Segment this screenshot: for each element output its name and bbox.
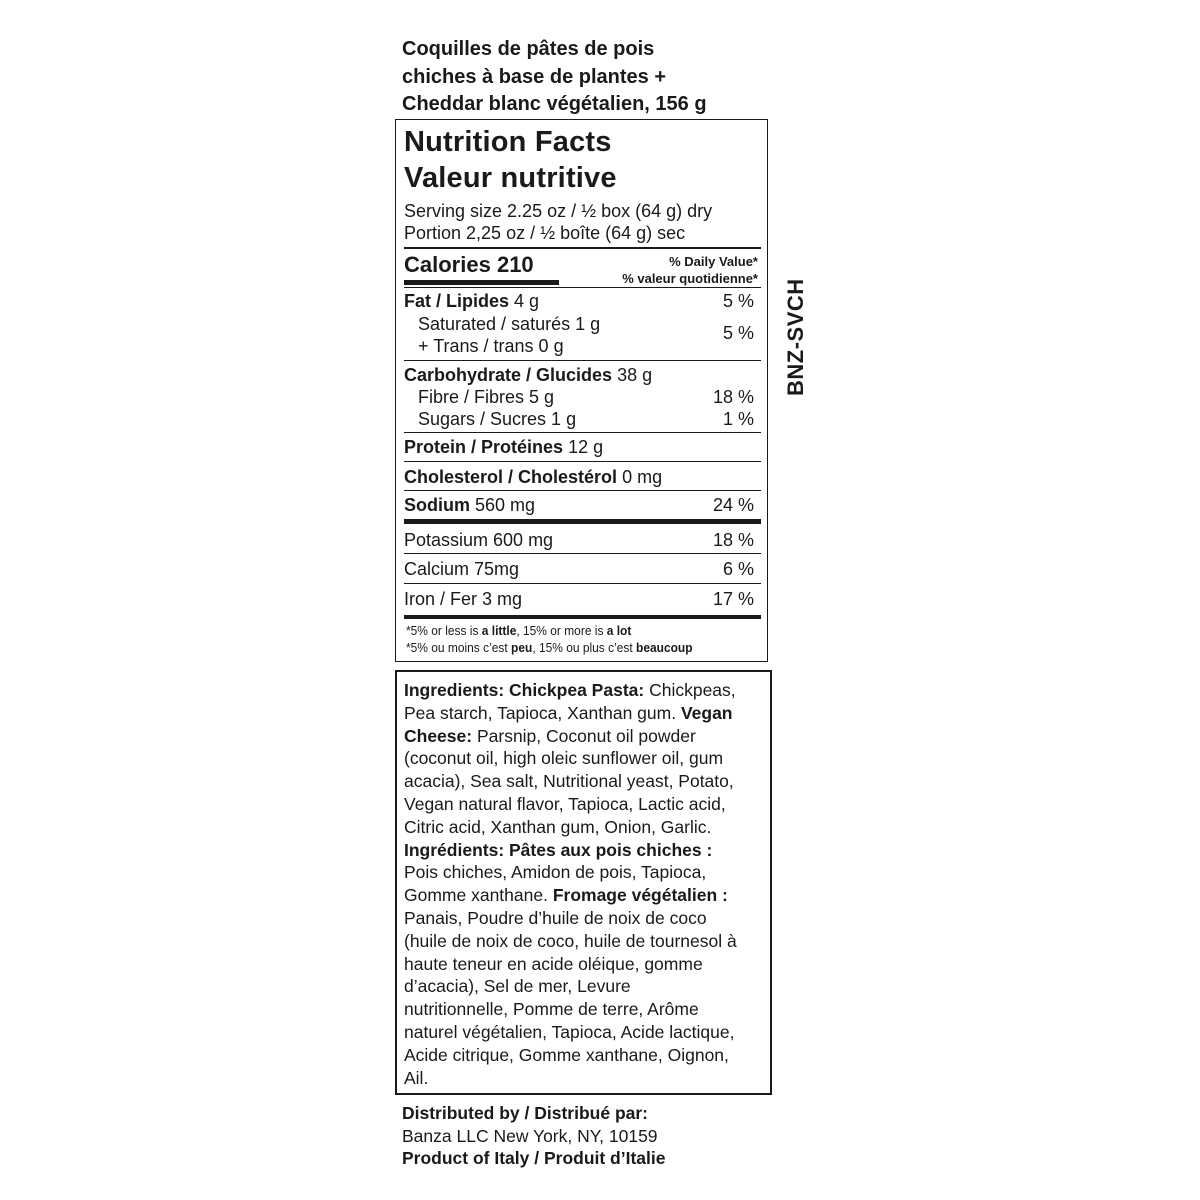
potassium-label: Potassium 600 mg [404, 530, 554, 550]
cholesterol-amount: 0 mg [622, 467, 663, 487]
side-product-code: BNZ-SVCH [783, 278, 808, 396]
fibre-pct: 18 % [712, 387, 754, 407]
ingredients-panel [395, 670, 772, 1095]
iron-label: Iron / Fer 3 mg [404, 589, 523, 609]
sodium-label: Sodium [404, 495, 470, 515]
fibre-label: Fibre / Fibres 5 g [418, 387, 555, 407]
ingredients-line: Ail. [404, 1067, 429, 1088]
potassium-pct: 18 % [712, 530, 754, 550]
footnote-emphasis: a little [481, 623, 517, 638]
divider-thick [404, 519, 761, 524]
distribution-info [402, 1102, 802, 1170]
fat-amount: 4 g [514, 291, 540, 311]
product-origin: Product of Italy / Produit d’Italie [402, 1148, 666, 1168]
product-title-line: chiches à base de plantes + [402, 65, 667, 88]
ingredients-line: Vegan natural flavor, Tapioca, Lactic acid, [404, 793, 726, 814]
ingredients-line: d’acacia), Sel de mer, Levure [404, 976, 631, 997]
divider-thin [404, 490, 761, 491]
divider-thick [404, 615, 761, 619]
product-title [402, 36, 782, 119]
sugars-pct: 1 % [722, 409, 754, 429]
divider-thin [404, 553, 761, 554]
distribution-heading: Distributed by / Distribué par: [402, 1103, 648, 1123]
calories-label: Calories [404, 252, 491, 277]
ingredients-heading: Vegan [680, 702, 733, 723]
carbohydrate-amount: 38 g [617, 365, 653, 385]
ingredients-fragment: Chickpeas, [644, 680, 736, 700]
daily-value-header [622, 253, 758, 287]
sodium-pct: 24 % [712, 495, 754, 515]
ingredients-line: Citric acid, Xanthan gum, Onion, Garlic. [404, 816, 712, 837]
carbohydrate-label: Carbohydrate / Glucides [404, 365, 613, 385]
calcium-label: Calcium 75mg [404, 559, 520, 579]
fat-pct: 5 % [722, 291, 754, 311]
calcium-pct: 6 % [722, 559, 754, 579]
calories-value: 210 [496, 252, 534, 277]
footnote-emphasis: beaucoup [636, 640, 693, 655]
fat-label: Fat / Lipides [404, 291, 510, 311]
daily-value-header-fr: % valeur quotidienne* [622, 271, 758, 286]
footnote-text: *5% ou moins c’est [406, 640, 512, 655]
ingredients-fragment: Pea starch, Tapioca, Xanthan gum. [404, 702, 681, 723]
sugars-label: Sugars / Sucres 1 g [418, 409, 577, 429]
footnote-fr [406, 639, 734, 656]
footnote-text: , 15% or more is [516, 623, 607, 638]
ingredients-line: Panais, Poudre d’huile de noix de coco [404, 907, 707, 928]
divider-thin [404, 432, 761, 433]
ingredients-fragment: Parsnip, Coconut oil powder [472, 725, 696, 746]
divider-thin [404, 461, 761, 462]
footnote-emphasis: a lot [606, 623, 632, 638]
sodium-amount: 560 mg [475, 495, 536, 515]
footnote-en [406, 622, 734, 639]
ingredients-heading: Fromage végétalien : [552, 885, 728, 906]
protein-label: Protein / Protéines [404, 437, 564, 457]
saturated-label: Saturated / saturés 1 g [418, 314, 601, 334]
footnote-text: *5% or less is [406, 623, 482, 638]
ingredients-line: acacia), Sea salt, Nutritional yeast, Potato, [404, 771, 734, 792]
ingredients-line [404, 884, 772, 907]
product-title-line: Cheddar blanc végétalien, 156 g [402, 93, 707, 115]
product-title-line: Coquilles de pâtes de pois [402, 38, 655, 60]
ingredients-line [404, 679, 772, 702]
ingredients-text [404, 679, 772, 1089]
cholesterol-label: Cholesterol / Cholestérol [404, 467, 618, 487]
divider-thin [404, 583, 761, 584]
ingredients-line [404, 702, 772, 725]
ingredients-line: naturel végétalien, Tapioca, Acide lactique, [404, 1021, 735, 1042]
ingredients-line: (huile de noix de coco, huile de tournesol à [404, 930, 737, 951]
divider-thin [404, 247, 761, 249]
ingredients-fragment: Gomme xanthane. [404, 885, 553, 906]
daily-value-header-en: % Daily Value* [669, 254, 758, 269]
calories-underline [404, 280, 559, 285]
sat-trans-pct: 5 % [722, 323, 754, 343]
calories [404, 252, 534, 278]
serving-size-en: Serving size 2.25 oz / ½ box (64 g) dry [404, 201, 713, 221]
trans-label: + Trans / trans 0 g [418, 336, 564, 356]
serving-size-fr: Portion 2,25 oz / ½ boîte (64 g) sec [404, 223, 686, 243]
footnote-text: , 15% ou plus c’est [532, 640, 637, 655]
nutrition-facts-panel [395, 119, 768, 662]
ingredients-line: Ingrédients: Pâtes aux pois chiches : [404, 839, 713, 860]
ingredients-line [404, 725, 772, 748]
ingredients-line: Acide citrique, Gomme xanthane, Oignon, [404, 1044, 729, 1065]
ingredients-line: nutritionnelle, Pomme de terre, Arôme [404, 999, 699, 1020]
ingredients-line: haute teneur en acide oléique, gomme [404, 953, 703, 974]
protein-amount: 12 g [568, 437, 604, 457]
footnote-emphasis: peu [511, 640, 533, 655]
iron-pct: 17 % [712, 589, 754, 609]
ingredients-line: Pois chiches, Amidon de pois, Tapioca, [404, 862, 707, 883]
divider-thin [404, 287, 761, 288]
ingredients-heading: Ingredients: Chickpea Pasta: [404, 680, 645, 700]
divider-thin [404, 360, 761, 361]
distribution-company: Banza LLC New York, NY, 10159 [402, 1125, 658, 1146]
nutrition-title-en: Nutrition Facts [404, 126, 612, 158]
ingredients-heading: Cheese: [404, 725, 473, 746]
ingredients-line: (coconut oil, high oleic sunflower oil, gum [404, 748, 724, 769]
nutrition-title-fr: Valeur nutritive [404, 162, 617, 194]
